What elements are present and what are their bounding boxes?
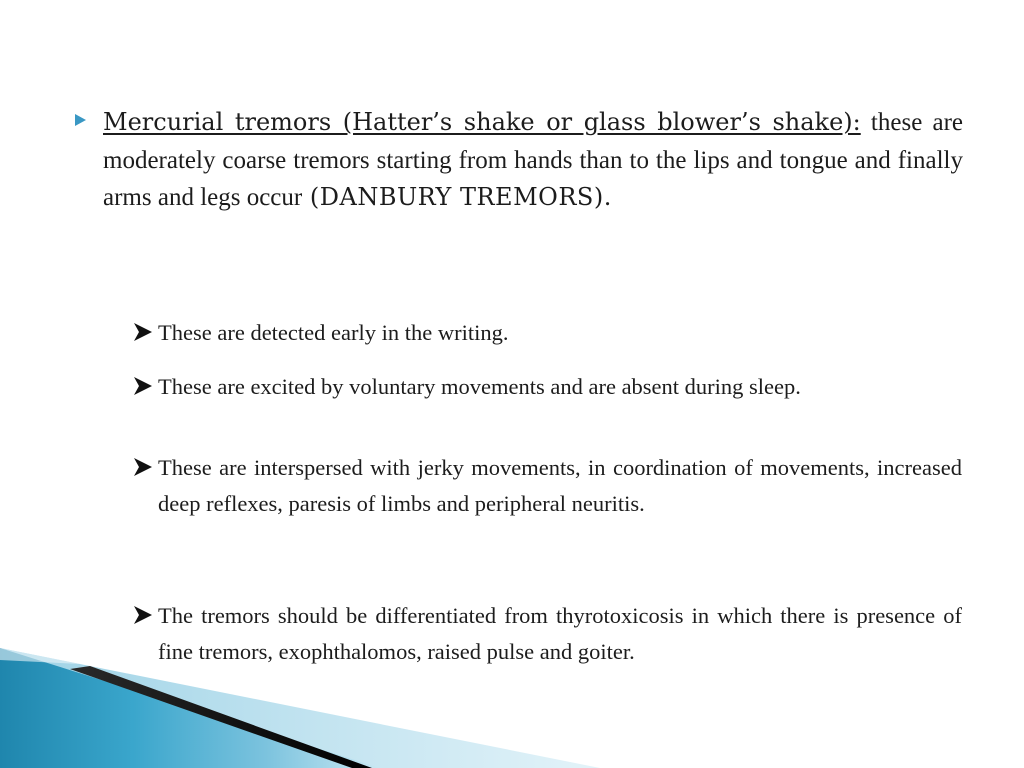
triangle-bullet-icon xyxy=(72,112,92,128)
sub-point-text: These are detected early in the writing. xyxy=(158,320,509,345)
sub-point xyxy=(132,315,962,351)
sub-point xyxy=(132,450,962,522)
arrowhead-bullet-icon xyxy=(132,321,154,343)
arrowhead-bullet-icon xyxy=(132,375,154,397)
sub-point-text: The tremors should be differentiated from thyrotoxicosis in which there is presence of fine tremors, exophthalomos, raised pulse and goiter. xyxy=(158,603,962,664)
main-point-body: these are moderately coarse tremors starting from hands than to the lips and tongue and finally arms and legs occur xyxy=(103,109,963,211)
sub-point xyxy=(132,369,962,405)
arrowhead-bullet-icon xyxy=(132,604,154,626)
sub-point-text: These are excited by voluntary movements and are absent during sleep. xyxy=(158,374,801,399)
sub-point-text: These are interspersed with jerky movements, in coordination of movements, increased deep reflexes, paresis of limbs and peripheral neuritis. xyxy=(158,455,962,516)
main-point xyxy=(103,104,963,217)
arrowhead-bullet-icon xyxy=(132,456,154,478)
sub-point xyxy=(132,598,962,670)
main-point-emphasis: (DANBURY TREMORS). xyxy=(309,183,612,211)
main-point-heading: Mercurial tremors (Hatter’s shake or glass blower’s shake): xyxy=(103,108,861,136)
